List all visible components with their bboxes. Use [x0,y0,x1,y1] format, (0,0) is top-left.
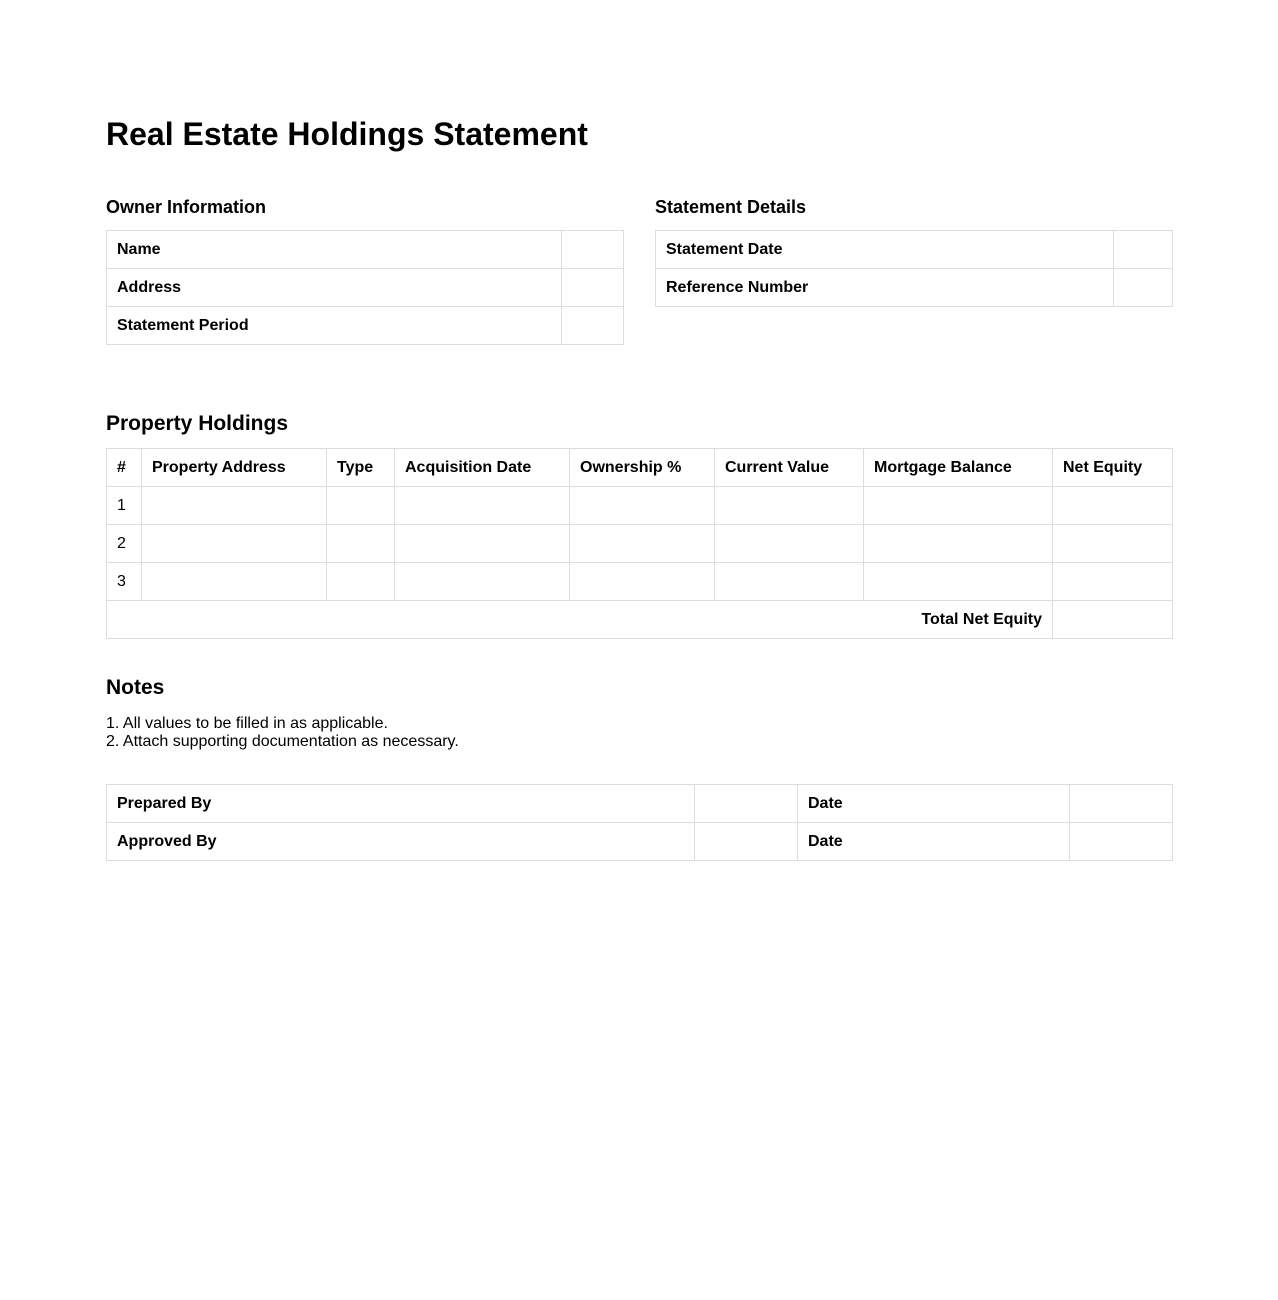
property-address-cell[interactable] [142,525,327,563]
column-header-mortgage-balance: Mortgage Balance [864,449,1053,487]
note-item: 2. Attach supporting documentation as necessary. [106,733,459,750]
property-holdings-table [106,448,1173,639]
owner-information-table [106,230,624,345]
row-number: 3 [107,563,142,601]
acquisition-date-cell[interactable] [395,525,570,563]
approved-by-value[interactable] [695,823,798,861]
prepared-date-value[interactable] [1070,785,1173,823]
approved-by-label: Approved By [107,823,695,861]
table-row [107,785,1173,823]
property-address-cell[interactable] [142,487,327,525]
statement-details-table [655,230,1173,307]
signature-table [106,784,1173,861]
property-holdings-heading: Property Holdings [106,412,289,435]
address-label: Address [107,269,562,307]
statement-details-heading: Statement Details [655,197,807,217]
total-net-equity-label: Total Net Equity [107,601,1053,639]
reference-number-label: Reference Number [656,269,1114,307]
current-value-cell[interactable] [715,563,864,601]
prepared-by-label: Prepared By [107,785,695,823]
statement-period-value[interactable] [562,307,624,345]
type-cell[interactable] [327,525,395,563]
page-title: Real Estate Holdings Statement [106,116,588,152]
net-equity-cell[interactable] [1053,525,1173,563]
net-equity-cell[interactable] [1053,563,1173,601]
acquisition-date-cell[interactable] [395,563,570,601]
current-value-cell[interactable] [715,487,864,525]
column-header-number: # [107,449,142,487]
table-row [107,823,1173,861]
table-row [107,269,624,307]
total-net-equity-value[interactable] [1053,601,1173,639]
approved-date-label: Date [798,823,1070,861]
table-row [107,525,1173,563]
table-row [107,307,624,345]
type-cell[interactable] [327,487,395,525]
table-row [107,563,1173,601]
row-number: 1 [107,487,142,525]
notes-list [106,715,459,751]
type-cell[interactable] [327,563,395,601]
note-item: 1. All values to be filled in as applicable. [106,715,388,732]
ownership-cell[interactable] [570,487,715,525]
column-header-current-value: Current Value [715,449,864,487]
mortgage-balance-cell[interactable] [864,525,1053,563]
statement-date-label: Statement Date [656,231,1114,269]
total-row [107,601,1173,639]
column-header-acquisition-date: Acquisition Date [395,449,570,487]
prepared-by-value[interactable] [695,785,798,823]
name-label: Name [107,231,562,269]
ownership-cell[interactable] [570,525,715,563]
table-header-row [107,449,1173,487]
prepared-date-label: Date [798,785,1070,823]
table-row [107,487,1173,525]
column-header-type: Type [327,449,395,487]
row-number: 2 [107,525,142,563]
column-header-net-equity: Net Equity [1053,449,1173,487]
notes-heading: Notes [106,676,165,699]
property-address-cell[interactable] [142,563,327,601]
table-row [107,231,624,269]
statement-date-value[interactable] [1114,231,1173,269]
reference-number-value[interactable] [1114,269,1173,307]
net-equity-cell[interactable] [1053,487,1173,525]
mortgage-balance-cell[interactable] [864,563,1053,601]
address-value[interactable] [562,269,624,307]
table-row [656,269,1173,307]
column-header-ownership: Ownership % [570,449,715,487]
owner-information-heading: Owner Information [106,197,267,217]
current-value-cell[interactable] [715,525,864,563]
statement-period-label: Statement Period [107,307,562,345]
column-header-property-address: Property Address [142,449,327,487]
ownership-cell[interactable] [570,563,715,601]
acquisition-date-cell[interactable] [395,487,570,525]
approved-date-value[interactable] [1070,823,1173,861]
table-row [656,231,1173,269]
name-value[interactable] [562,231,624,269]
mortgage-balance-cell[interactable] [864,487,1053,525]
